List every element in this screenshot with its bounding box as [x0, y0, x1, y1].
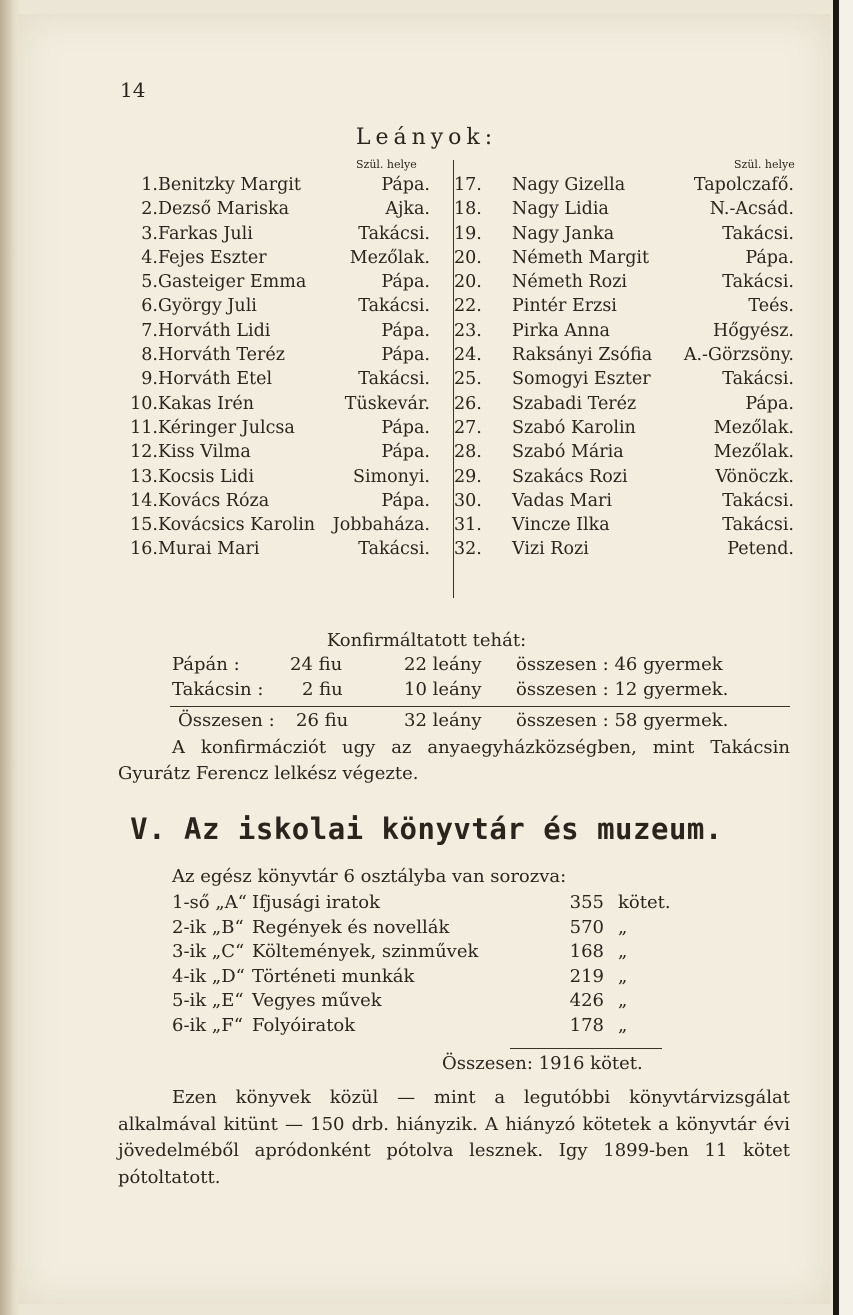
girl-name: Raksányi Zsófia [512, 345, 653, 366]
girl-number: 20. [454, 272, 482, 293]
girl-birthplace: Pápa. [381, 175, 430, 195]
girl-birthplace: Mezőlak. [349, 247, 430, 268]
girl-birthplace: Takácsi. [358, 223, 430, 244]
confirmed-title: Konfirmáltatott tehát: [326, 630, 527, 651]
girls-list-left [110, 173, 430, 562]
category-count: 355 [569, 892, 604, 913]
category-title: Történeti munkák [252, 965, 415, 987]
girl-number: 19. [454, 223, 482, 244]
confirmed-label: Pápán : [172, 654, 240, 675]
library-section-title: V. Az iskolai könyvtár és muzeum. [130, 812, 723, 846]
girl-row [454, 197, 794, 221]
girl-birthplace: Pápa. [745, 247, 794, 268]
girl-name: Vizi Rozi [512, 539, 589, 560]
girl-birthplace: Simonyi. [352, 466, 430, 487]
birthplace-column-header-left: Szül. helye [356, 158, 417, 171]
girl-number: 11. [130, 417, 158, 438]
category-unit: kötet. [618, 892, 671, 913]
girl-number: 20. [454, 247, 482, 268]
girl-name: Horváth Etel [158, 369, 273, 390]
girl-number: 24. [454, 345, 482, 366]
girl-row [454, 440, 794, 464]
girl-birthplace: Tüskevár. [344, 393, 430, 414]
girl-birthplace: Mezőlak. [713, 442, 794, 463]
girl-number: 23. [454, 320, 482, 341]
page-edge [833, 0, 839, 1315]
girl-birthplace: Takácsi. [722, 369, 794, 390]
girl-number: 9. [141, 369, 158, 390]
girl-name: Németh Margit [512, 247, 650, 268]
book-spine-shadow [0, 0, 20, 1315]
category-count: 426 [569, 990, 604, 1012]
girl-name: Dezső Mariska [158, 199, 290, 220]
category-code: 3-ik „C“ [172, 941, 245, 963]
category-title: Költemények, szinművek [252, 941, 479, 963]
girl-birthplace: Takácsi. [722, 272, 794, 293]
confirmed-girls: 10 leány [404, 679, 482, 700]
category-title: Regények és novellák [252, 916, 450, 938]
girl-number: 13. [130, 466, 158, 487]
girl-row [110, 222, 430, 246]
sum-rule [170, 706, 790, 707]
library-intro: Az egész könyvtár 6 osztályba van sorozva: [172, 866, 567, 887]
category-count: 219 [569, 965, 604, 987]
category-code: 2-ik „B“ [172, 916, 244, 938]
girl-row [110, 270, 430, 294]
girl-number: 6. [141, 296, 158, 317]
library-category-row [172, 891, 792, 916]
library-categories [172, 891, 792, 1039]
girl-row [454, 513, 794, 537]
category-code: 1-ső „A“ [172, 892, 247, 913]
girl-birthplace: Hőgyész. [712, 320, 794, 341]
category-code: 6-ik „F“ [172, 1014, 243, 1036]
girl-birthplace: Tapolczafő. [693, 175, 794, 195]
girl-row [454, 489, 794, 513]
girl-birthplace: Mezőlak. [713, 417, 794, 438]
girl-birthplace: Pápa. [381, 272, 430, 293]
girl-number: 25. [454, 369, 482, 390]
girl-name: Benitzky Margit [158, 175, 301, 195]
girl-number: 32. [454, 539, 482, 560]
category-title: Ifjusági iratok [252, 892, 380, 913]
girl-name: Szabadi Teréz [512, 393, 637, 414]
girl-row [454, 319, 794, 343]
girl-row [110, 440, 430, 464]
girl-birthplace: Takácsi. [358, 369, 430, 390]
girl-number: 26. [454, 393, 482, 414]
birthplace-column-header-right: Szül. helye [734, 158, 795, 171]
girl-number: 1. [141, 175, 158, 195]
girl-number: 15. [130, 515, 158, 536]
girl-name: Vincze Ilka [512, 515, 610, 536]
girl-birthplace: Takácsi. [358, 539, 430, 560]
girl-row [110, 197, 430, 221]
girl-birthplace: Takácsi. [722, 490, 794, 511]
girl-name: Kiss Vilma [158, 442, 251, 463]
girl-name: György Juli [158, 296, 257, 317]
girl-row [110, 465, 430, 489]
girl-name: Horváth Teréz [158, 345, 285, 366]
girl-number: 4. [141, 247, 158, 268]
girl-name: Szakács Rozi [512, 466, 628, 487]
girl-name: Kakas Irén [158, 393, 254, 414]
confirmed-boys: 24 fiu [290, 654, 343, 675]
confirmed-sum-total: összesen : 58 gyermek. [516, 710, 729, 731]
library-category-row [172, 940, 792, 965]
girl-birthplace: Vönöczk. [715, 466, 794, 487]
girl-name: Kovács Róza [158, 490, 270, 511]
girl-birthplace: A.-Görzsöny. [683, 345, 794, 366]
girl-number: 17. [454, 175, 482, 195]
girl-row [454, 343, 794, 367]
confirmed-boys: 2 fiu [302, 679, 343, 700]
girl-row [454, 173, 794, 197]
confirmed-sum-girls: 32 leány [404, 710, 482, 731]
girl-name: Pirka Anna [512, 320, 610, 341]
library-category-row [172, 965, 792, 990]
girl-name: Nagy Lidia [512, 199, 609, 220]
girl-number: 2. [141, 199, 158, 220]
confirmed-sum-boys: 26 fiu [296, 710, 349, 731]
girl-row [110, 173, 430, 197]
confirmed-total: összesen : 46 gyermek [516, 654, 723, 675]
category-unit: „ [618, 1014, 628, 1036]
girl-number: 5. [141, 272, 158, 293]
girl-number: 14. [130, 490, 158, 511]
girl-number: 31. [454, 515, 482, 536]
category-unit: „ [618, 990, 628, 1012]
girls-list-right [454, 173, 794, 562]
girl-birthplace: N.-Acsád. [709, 199, 794, 220]
girl-number: 28. [454, 442, 482, 463]
library-category-row [172, 1014, 792, 1039]
girl-row [110, 343, 430, 367]
girl-number: 22. [454, 296, 482, 317]
girl-row [110, 489, 430, 513]
girl-number: 29. [454, 466, 482, 487]
girl-row [110, 537, 430, 561]
girl-number: 12. [130, 442, 158, 463]
girl-name: Szabó Mária [512, 442, 624, 463]
girl-number: 3. [141, 223, 158, 244]
girl-birthplace: Pápa. [381, 490, 430, 511]
girl-number: 16. [130, 539, 158, 560]
category-title: Folyóiratok [252, 1014, 356, 1036]
category-unit: „ [618, 965, 628, 987]
girl-birthplace: Takácsi. [722, 223, 794, 244]
category-count: 570 [569, 916, 604, 938]
girl-name: Kovácsics Karolin [158, 515, 316, 536]
page-number: 14 [120, 78, 146, 102]
girl-number: 10. [130, 393, 158, 414]
girl-number: 8. [141, 345, 158, 366]
girl-number: 30. [454, 490, 482, 511]
girl-row [110, 513, 430, 537]
girl-row [110, 319, 430, 343]
girl-row [110, 392, 430, 416]
category-unit: „ [618, 916, 628, 938]
category-unit: „ [618, 941, 628, 963]
category-title: Vegyes művek [252, 990, 382, 1012]
girl-name: Vadas Mari [512, 490, 612, 511]
category-count: 168 [569, 941, 604, 963]
girl-birthplace: Pápa. [381, 320, 430, 341]
girl-number: 27. [454, 417, 482, 438]
girl-row [454, 392, 794, 416]
girl-name: Horváth Lidi [158, 320, 271, 341]
girl-name: Szabó Karolin [512, 417, 636, 438]
girl-name: Nagy Gizella [512, 175, 626, 195]
girl-number: 18. [454, 199, 482, 220]
girl-birthplace: Takácsi. [358, 296, 430, 317]
girl-row [110, 416, 430, 440]
girl-name: Kocsis Lidi [158, 466, 255, 487]
library-closing-paragraph: Ezen könyvek közül — mint a legutóbbi könyvtárvizsgálat alkalmával kitünt — 150 drb. hiányzik. A hiányzó kötetek a könyvtár évi jövedelméből apródonként pótolva lesznek. Igy 1899-ben 11 kötet pótoltatott. [118, 1087, 790, 1188]
library-category-row [172, 916, 792, 941]
library-category-row [172, 989, 792, 1014]
girl-name: Farkas Juli [158, 223, 253, 244]
girl-name: Somogyi Eszter [512, 369, 651, 390]
girl-name: Németh Rozi [512, 272, 628, 293]
girl-birthplace: Pápa. [745, 393, 794, 414]
girl-row [454, 537, 794, 561]
girl-birthplace: Pápa. [381, 442, 430, 463]
girl-row [454, 294, 794, 318]
confirmed-girls: 22 leány [404, 654, 482, 675]
girl-row [454, 222, 794, 246]
girl-name: Kéringer Julcsa [158, 417, 295, 438]
girl-row [110, 246, 430, 270]
confirmed-label: Takácsin : [172, 679, 264, 700]
girl-row [454, 246, 794, 270]
confirmed-sum-label: Összesen : [178, 710, 275, 731]
library-total: Összesen: 1916 kötet. [442, 1053, 643, 1074]
girl-name: Fejes Eszter [158, 247, 267, 268]
confirmed-total: összesen : 12 gyermek. [516, 679, 729, 700]
category-code: 5-ik „E“ [172, 990, 244, 1012]
page-margin [839, 0, 853, 1315]
girl-row [454, 270, 794, 294]
girl-birthplace: Pápa. [381, 345, 430, 366]
girl-birthplace: Jobbaháza. [332, 515, 430, 536]
girl-name: Gasteiger Emma [158, 272, 307, 293]
girl-name: Murai Mari [158, 539, 260, 560]
girl-row [454, 416, 794, 440]
girl-birthplace: Teés. [748, 296, 794, 317]
girl-birthplace: Pápa. [381, 417, 430, 438]
girl-number: 7. [141, 320, 158, 341]
girls-heading: Leányok: [355, 125, 498, 150]
confirmation-note: A konfirmácziót ugy az anyaegyházközségben, mint Takácsin Gyurátz Ferencz lelkész végezte. [118, 737, 790, 784]
girl-name: Nagy Janka [512, 223, 615, 244]
girl-row [454, 465, 794, 489]
girl-name: Pintér Erzsi [512, 296, 617, 317]
girl-birthplace: Ajka. [385, 199, 430, 220]
library-sum-rule [510, 1048, 662, 1049]
category-count: 178 [569, 1014, 604, 1036]
category-code: 4-ik „D“ [172, 965, 245, 987]
girl-birthplace: Takácsi. [722, 515, 794, 536]
girl-row [454, 367, 794, 391]
girl-row [110, 367, 430, 391]
girl-row [110, 294, 430, 318]
girl-birthplace: Petend. [727, 539, 794, 560]
